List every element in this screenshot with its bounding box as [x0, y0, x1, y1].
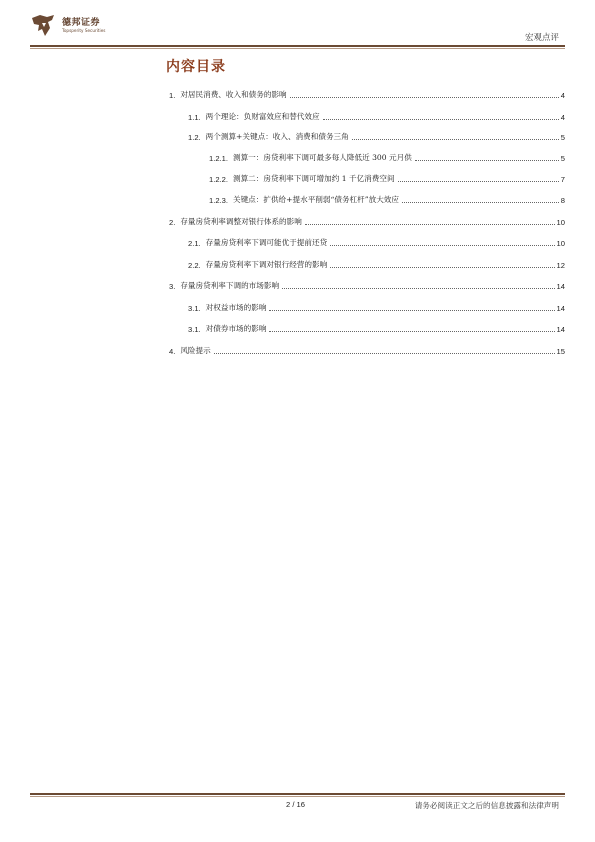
page-header: [0, 0, 595, 48]
toc-entry-text: 存量房贷利率下调的市场影响: [180, 281, 280, 290]
header-divider: [30, 45, 565, 47]
toc-entry-number: 1.: [169, 91, 176, 100]
toc-dot-leader: [398, 180, 559, 182]
toc-entry-page: 8: [560, 196, 565, 205]
toc-entry-page: 5: [560, 154, 565, 163]
header-divider-thin: [30, 48, 565, 49]
toc-entry-text: 两个测算+关键点：收入、消费和债务三角: [205, 132, 349, 141]
toc-entry-text: 存量房贷利率调整对银行体系的影响: [180, 217, 302, 226]
logo-chinese-name: 德邦证券: [62, 18, 101, 28]
toc-entry[interactable]: [188, 257, 565, 270]
toc-entry-page: 12: [556, 261, 565, 270]
toc-entry-number: 1.2.: [188, 133, 201, 142]
toc-entry[interactable]: [188, 129, 565, 142]
toc-entry-number: 2.1.: [188, 239, 201, 248]
toc-entry-page: 4: [560, 113, 565, 122]
toc-entry-page: 14: [556, 282, 565, 291]
toc-entry[interactable]: [209, 192, 565, 205]
toc-entry[interactable]: [188, 321, 565, 334]
toc-entry[interactable]: [169, 87, 565, 100]
toc-dot-leader: [415, 159, 559, 161]
toc-entry-page: 14: [556, 304, 565, 313]
document-type: 宏观点评: [524, 33, 559, 43]
toc-dot-leader: [269, 309, 554, 311]
toc-entry-text: 存量房贷利率下调对银行经营的影响: [205, 260, 328, 269]
toc-entry-page: 15: [556, 347, 565, 356]
toc-entry[interactable]: [188, 235, 565, 248]
toc-entry-text: 对债券市场的影响: [205, 324, 267, 333]
toc-entry-number: 3.: [169, 282, 176, 291]
toc-entry[interactable]: [169, 278, 565, 291]
toc-dot-leader: [282, 287, 554, 289]
toc-title: 内容目录: [166, 59, 226, 75]
toc-dot-leader: [402, 201, 559, 203]
toc-entry[interactable]: [209, 171, 565, 184]
page-indicator: 2 / 16: [286, 800, 305, 809]
toc-entry[interactable]: [169, 214, 565, 227]
company-logo: [30, 14, 140, 38]
toc-entry-page: 14: [556, 325, 565, 334]
toc-entry-text: 测算一：房贷利率下调可最多每人降低近 300 元月供: [233, 153, 412, 162]
toc-entry-page: 4: [560, 91, 565, 100]
toc-dot-leader: [352, 138, 559, 140]
toc-entry[interactable]: [188, 109, 565, 122]
toc-entry-text: 对居民消费、收入和债务的影响: [180, 90, 287, 99]
logo-mark-icon: [30, 14, 56, 38]
toc-dot-leader: [290, 96, 559, 98]
toc-entry-page: 5: [560, 133, 565, 142]
toc-entry-text: 存量房贷利率下调可能优于提前还贷: [205, 238, 328, 247]
toc-dot-leader: [323, 118, 559, 120]
toc-entry[interactable]: [209, 150, 565, 163]
toc-dot-leader: [330, 266, 554, 268]
toc-entry-number: 1.2.3.: [209, 196, 228, 205]
toc-entry-page: 10: [556, 218, 565, 227]
toc-entry-page: 10: [556, 239, 565, 248]
toc-entry[interactable]: [169, 343, 565, 356]
toc-entry-text: 关键点：扩供给+提水平削弱“债务杠杆”放大效应: [233, 195, 399, 204]
toc-entry-number: 2.2.: [188, 261, 201, 270]
toc-entry-number: 1.2.1.: [209, 154, 228, 163]
toc-entry-text: 测算二：房贷利率下调可增加约 1 千亿消费空间: [233, 174, 395, 183]
toc-entry-page: 7: [560, 175, 565, 184]
legal-disclaimer: 请务必阅读正文之后的信息披露和法律声明: [414, 801, 559, 810]
toc-entry-text: 风险提示: [180, 346, 211, 355]
toc-entry-number: 3.1.: [188, 304, 201, 313]
footer-divider-thin: [30, 796, 565, 797]
toc-dot-leader: [330, 244, 554, 246]
toc-dot-leader: [269, 330, 554, 332]
toc-entry-number: 3.1.: [188, 325, 201, 334]
toc-entry-number: 1.2.2.: [209, 175, 228, 184]
toc-dot-leader: [305, 223, 555, 225]
toc-entry-text: 对权益市场的影响: [205, 303, 267, 312]
toc-entry-number: 2.: [169, 218, 176, 227]
toc-entry-number: 1.1.: [188, 113, 201, 122]
footer-divider: [30, 793, 565, 795]
logo-english-name: Topsperity Securities: [62, 28, 106, 33]
toc-entry[interactable]: [188, 300, 565, 313]
toc-entry-text: 两个理论：负财富效应和替代效应: [205, 112, 320, 121]
toc-entry-number: 4.: [169, 347, 176, 356]
toc-dot-leader: [214, 352, 555, 354]
